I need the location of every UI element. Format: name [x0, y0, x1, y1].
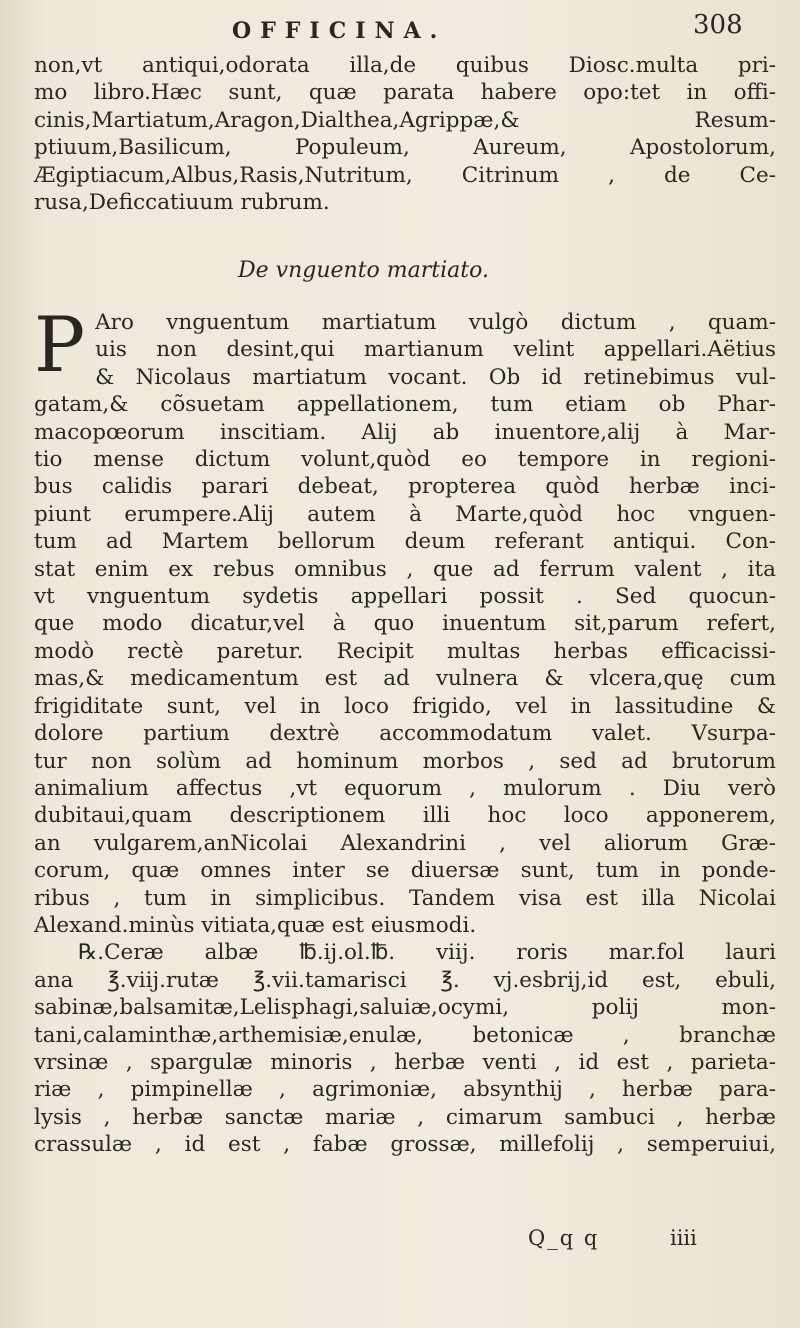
- drop-cap: P: [34, 300, 86, 389]
- text-line: mo libro.Hæc sunt, quæ parata habere opo:tet in offi-: [34, 80, 776, 106]
- text-line: modò rectè paretur. Recipit multas herbas efficacissi-: [34, 638, 776, 664]
- text-line: macopœorum inscitiam. Alij ab inuentore,alij à Mar-: [34, 419, 776, 445]
- recipe-line: sabinæ,balsamitæ,Lelisphagi,saluiæ,ocymi, polij mon-: [34, 995, 776, 1021]
- text-line: Alexand.minùs vitiata,quæ est eiusmodi.: [34, 912, 477, 938]
- text-line: ribus , tum in simplicibus. Tandem visa est illa Nicolai: [34, 885, 776, 911]
- text-line: corum, quæ omnes inter se diuersæ sunt, tum in ponde-: [34, 858, 776, 884]
- recipe-line: ℞.Ceræ albæ ℔.ij.ol.℔. viij. roris mar.fol lauri: [78, 940, 776, 966]
- text-line: piunt erumpere.Alij autem à Marte,quòd hoc vnguen-: [34, 501, 776, 527]
- text-line: tum ad Martem bellorum deum referant antiqui. Con-: [34, 529, 776, 555]
- text-line: bus calidis parari debeat, propterea quòd herbæ inci-: [34, 474, 776, 500]
- signature-mark: iiii: [670, 1226, 697, 1250]
- text-line: tio mense dictum volunt,quòd eo tempore in regioni-: [34, 447, 776, 473]
- text-line: uis non desint,qui martianum velint appellari.Aëtius: [95, 337, 776, 363]
- text-line: cinis,Martiatum,Aragon,Dialthea,Agrippæ,& Resum-: [34, 107, 776, 133]
- text-line: non,vt antiqui,odorata illa,de quibus Diosc.multa pri-: [34, 53, 776, 78]
- recipe-line: ana ℥.viij.rutæ ℥.vii.tamarisci ℥. vj.esbrij,id est, ebuli,: [34, 967, 776, 993]
- running-head: OFFICINA.: [232, 18, 447, 44]
- text-line: que modo dicatur,vel à quo inuentum sit,parum refert,: [34, 611, 776, 637]
- text-line: an vulgarem,anNicolai Alexandrini , vel aliorum Græ-: [34, 830, 776, 856]
- recipe-line: tani,calaminthæ,arthemisiæ,enulæ, betonicæ , branchæ: [34, 1022, 776, 1048]
- page-number: 308: [693, 10, 743, 40]
- text-line: stat enim ex rebus omnibus , que ad ferrum valent , ita: [34, 556, 776, 582]
- text-line: animalium affectus ,vt equorum , mulorum . Diu verò: [34, 775, 776, 801]
- text-line: ptiuum,Basilicum, Populeum, Aureum, Apostolorum,: [34, 135, 776, 161]
- text-line: Ægiptiacum,Albus,Rasis,Nutritum, Citrinum , de Ce-: [34, 162, 776, 188]
- text-line: mas,& medicamentum est ad vulnera & vlcera,quę cum: [34, 666, 776, 692]
- text-line: Aro vnguentum martiatum vulgò dictum , quam-: [95, 310, 776, 335]
- intro-paragraph: [34, 52, 776, 216]
- text-line: dolore partium dextrè accommodatum valet. Vsurpa-: [34, 721, 776, 747]
- recipe-line: vrsinæ , spargulæ minoris , herbæ venti , id est , parieta-: [34, 1049, 776, 1075]
- recipe-line: crassulæ , id est , fabæ grossæ, millefolij , semperuiui,: [34, 1132, 776, 1158]
- text-line: vt vnguentum sydetis appellari possit . Sed quocun-: [34, 584, 776, 610]
- recipe-line: riæ , pimpinellæ , agrimoniæ, absynthij , herbæ para-: [34, 1077, 776, 1103]
- text-line: dubitaui,quam descriptionem illi hoc loco apponerem,: [34, 803, 776, 829]
- text-line: frigiditate sunt, vel in loco frigido, vel in lassitudine &: [34, 693, 776, 719]
- text-line: tur non solùm ad hominum morbos , sed ad brutorum: [34, 748, 776, 774]
- body-paragraph: [34, 300, 776, 1159]
- text-line: rusa,Deficcatiuum rubrum.: [34, 190, 330, 216]
- catchword: Q_q q: [528, 1226, 600, 1250]
- recipe-line: lysis , herbæ sanctæ mariæ , cimarum sambuci , herbæ: [34, 1104, 776, 1130]
- text-line: & Nicolaus martiatum vocant. Ob id retinebimus vul-: [95, 364, 776, 390]
- section-heading: De vnguento martiato.: [238, 258, 489, 283]
- text-line: gatam,& cõsuetam appellationem, tum etiam ob Phar-: [34, 392, 776, 418]
